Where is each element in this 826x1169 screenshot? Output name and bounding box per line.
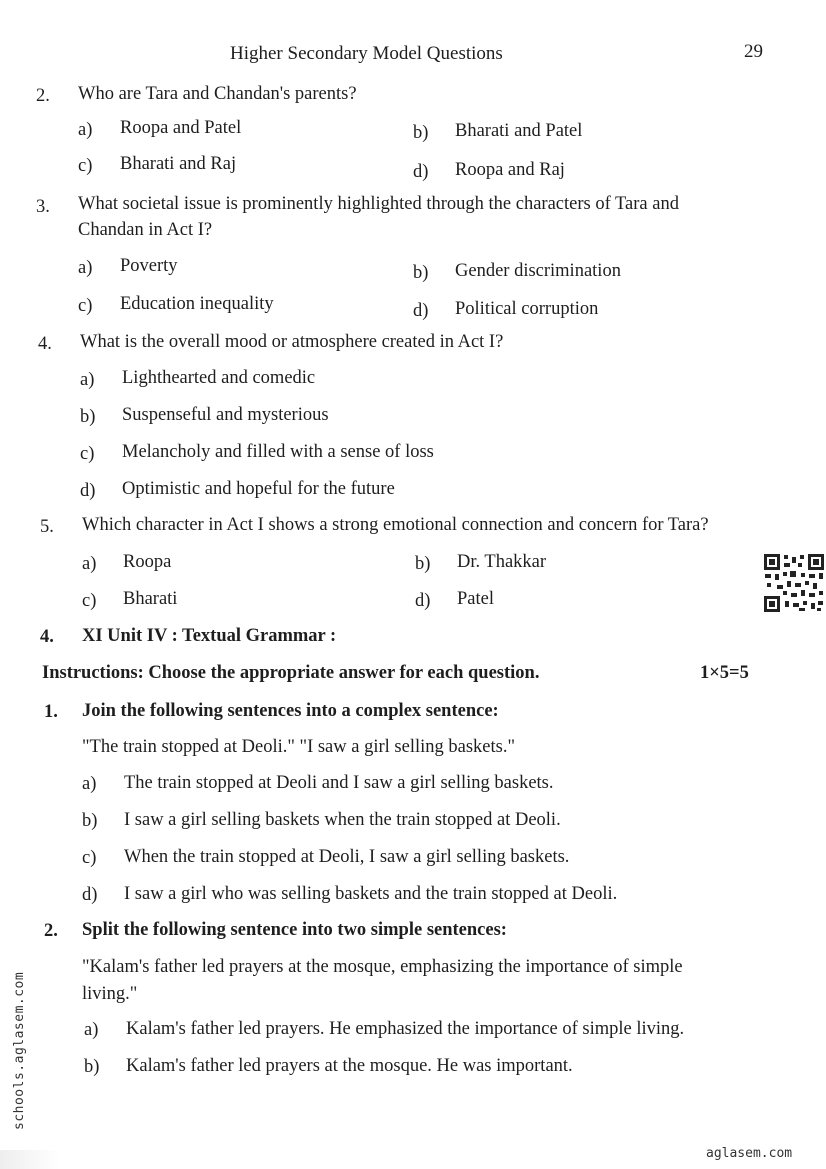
- question-number: 4.: [38, 334, 52, 354]
- option-label: d): [413, 162, 429, 182]
- page-number: 29: [744, 41, 763, 62]
- option-text: Kalam's father led prayers. He emphasized the importance of simple living.: [126, 1019, 685, 1039]
- question-prompt: "The train stopped at Deoli." "I saw a girl selling baskets.": [82, 737, 515, 757]
- option-label: b): [80, 407, 96, 427]
- option-text: Bharati and Raj: [120, 154, 237, 174]
- qr-code: [763, 553, 825, 613]
- option-text: When the train stopped at Deoli, I saw a girl selling baskets.: [124, 847, 570, 867]
- option-text: I saw a girl who was selling baskets and the train stopped at Deoli.: [124, 884, 618, 904]
- option-label: c): [80, 444, 95, 464]
- option-text: Roopa: [123, 552, 172, 572]
- question-text-line1: What societal issue is prominently highlighted through the characters of Tara and: [78, 194, 679, 214]
- question-prompt-line2: living.": [82, 984, 138, 1004]
- section-marks: 1×5=5: [700, 663, 749, 683]
- option-label: a): [84, 1020, 99, 1040]
- option-text: Roopa and Patel: [120, 118, 242, 138]
- side-watermark: schools.aglasem.com: [12, 971, 27, 1130]
- option-label: a): [82, 554, 97, 574]
- option-label: d): [415, 591, 431, 611]
- option-text: Gender discrimination: [455, 261, 621, 281]
- option-text: Optimistic and hopeful for the future: [122, 479, 395, 499]
- option-label: a): [78, 258, 93, 278]
- option-label: b): [413, 263, 429, 283]
- option-label: c): [78, 156, 93, 176]
- option-label: b): [82, 811, 98, 831]
- page-edge-shadow: [0, 1150, 60, 1169]
- option-label: a): [78, 120, 93, 140]
- section-instructions: Instructions: Choose the appropriate answer for each question.: [42, 663, 540, 683]
- option-text: Kalam's father led prayers at the mosque. He was important.: [126, 1056, 573, 1076]
- option-text: Political corruption: [455, 299, 599, 319]
- question-text: What is the overall mood or atmosphere created in Act I?: [80, 332, 504, 352]
- question-text: Join the following sentences into a complex sentence:: [82, 701, 499, 721]
- question-number: 5.: [40, 517, 54, 537]
- page-header-title: Higher Secondary Model Questions: [230, 43, 503, 64]
- option-text: Melancholy and filled with a sense of loss: [122, 442, 434, 462]
- option-label: d): [82, 885, 98, 905]
- option-text: The train stopped at Deoli and I saw a girl selling baskets.: [124, 773, 554, 793]
- option-text: Education inequality: [120, 294, 274, 314]
- option-label: d): [80, 481, 96, 501]
- option-label: b): [84, 1057, 100, 1077]
- option-text: Roopa and Raj: [455, 160, 565, 180]
- question-number: 1.: [44, 702, 58, 722]
- footer-watermark: aglasem.com: [706, 1146, 793, 1161]
- question-text: Which character in Act I shows a strong emotional connection and concern for Tara?: [82, 515, 709, 535]
- option-text: Bharati and Patel: [455, 121, 583, 141]
- question-text: Who are Tara and Chandan's parents?: [78, 84, 357, 104]
- option-label: a): [82, 774, 97, 794]
- option-text: Dr. Thakkar: [457, 552, 547, 572]
- option-label: b): [413, 123, 429, 143]
- option-label: c): [78, 296, 93, 316]
- option-text: Bharati: [123, 589, 178, 609]
- question-text-line2: Chandan in Act I?: [78, 220, 213, 240]
- option-label: b): [415, 554, 431, 574]
- question-number: 3.: [36, 197, 50, 217]
- option-text: Poverty: [120, 256, 178, 276]
- question-number: 2.: [44, 921, 58, 941]
- option-text: Lighthearted and comedic: [122, 368, 316, 388]
- question-text: Split the following sentence into two simple sentences:: [82, 920, 507, 940]
- question-prompt-line1: "Kalam's father led prayers at the mosque, emphasizing the importance of simple: [82, 957, 683, 977]
- section-number: 4.: [40, 627, 54, 647]
- option-label: c): [82, 591, 97, 611]
- option-text: Patel: [457, 589, 494, 609]
- section-title: XI Unit IV : Textual Grammar :: [82, 626, 337, 646]
- option-label: a): [80, 370, 95, 390]
- option-text: Suspenseful and mysterious: [122, 405, 329, 425]
- option-label: d): [413, 301, 429, 321]
- question-number: 2.: [36, 86, 50, 106]
- option-text: I saw a girl selling baskets when the train stopped at Deoli.: [124, 810, 561, 830]
- option-label: c): [82, 848, 97, 868]
